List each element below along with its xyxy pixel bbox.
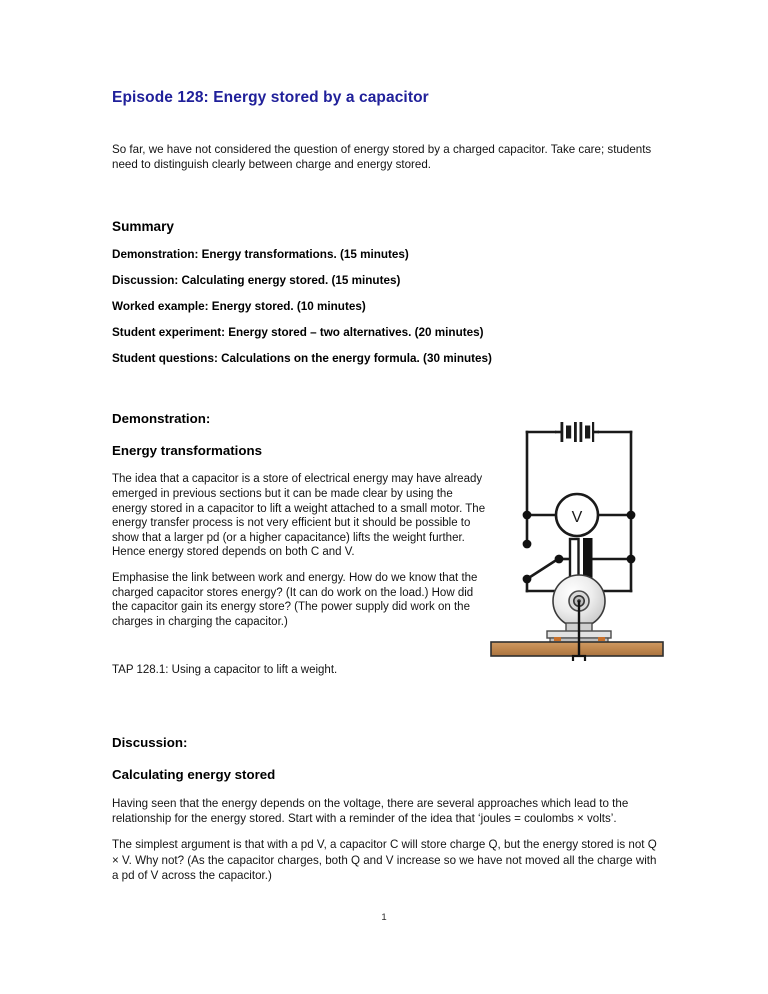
demonstration-text-column [112, 410, 486, 678]
summary-list [112, 248, 658, 366]
summary-item: Student questions: Calculations on the energy formula. (30 minutes) [112, 352, 492, 366]
discussion-paragraph-2: The simplest argument is that with a pd V, a capacitor C will store charge Q, but the energy stored is not Q × V. Why not? (As the capacitor charges, both Q and V increase so we have not moved all the charge with a pd of V across the capacitor.) [112, 838, 657, 882]
voltmeter-label: V [571, 509, 583, 527]
summary-item: Demonstration: Energy transformations. (15 minutes) [112, 248, 409, 262]
demonstration-paragraph-2: Emphasise the link between work and energy. How do we know that the charged capacitor stores energy? (It can do work on the load.) How did the capacitor gain its energy store? (The power supply did work on the charges in charging the capacitor.) [112, 571, 478, 628]
demonstration-section [112, 410, 658, 678]
discussion-paragraph-1: Having seen that the energy depends on the voltage, there are several approaches which lead to the relationship for the energy stored. Start with a reminder of the idea that ‘joules = coulombs × volts’. [112, 796, 629, 826]
capacitor-lift-circuit-figure [486, 411, 668, 661]
document-content [112, 88, 658, 883]
demonstration-paragraph-1: The idea that a capacitor is a store of electrical energy may have already emerged in previous sections but it can be made clear by using the energy stored in a capacitor to lift a weight attached to a small motor. The energy transfer process is not very efficient but it should be possible to show that a larger pd (or a higher capacitance) lifts the weight further. Hence energy stored depends on both C and V. [112, 473, 486, 559]
circuit-diagram-svg [486, 411, 668, 661]
page-number: 1 [381, 912, 387, 923]
bench-surface [491, 642, 663, 656]
battery-icon [555, 422, 599, 442]
summary-item: Student experiment: Energy stored – two alternatives. (20 minutes) [112, 326, 484, 340]
page-title: Episode 128: Energy stored by a capacitor [112, 89, 429, 106]
discussion-section [112, 734, 658, 883]
hanging-weight [573, 656, 585, 661]
discussion-heading: Calculating energy stored [112, 766, 276, 782]
summary-item: Worked example: Energy stored. (10 minutes) [112, 300, 366, 314]
two-way-switch-icon [523, 540, 564, 584]
demonstration-heading: Energy transformations [112, 443, 262, 459]
tap-reference: TAP 128.1: Using a capacitor to lift a weight. [112, 664, 338, 677]
demonstration-label: Demonstration: [112, 411, 211, 427]
summary-heading: Summary [112, 219, 174, 235]
discussion-label: Discussion: [112, 734, 188, 750]
summary-item: Discussion: Calculating energy stored. (15 minutes) [112, 274, 401, 288]
intro-paragraph: So far, we have not considered the question of energy stored by a charged capacitor. Take care; students need to distinguish clearly between charge and energy stored. [112, 143, 652, 172]
voltmeter-icon [556, 494, 598, 536]
